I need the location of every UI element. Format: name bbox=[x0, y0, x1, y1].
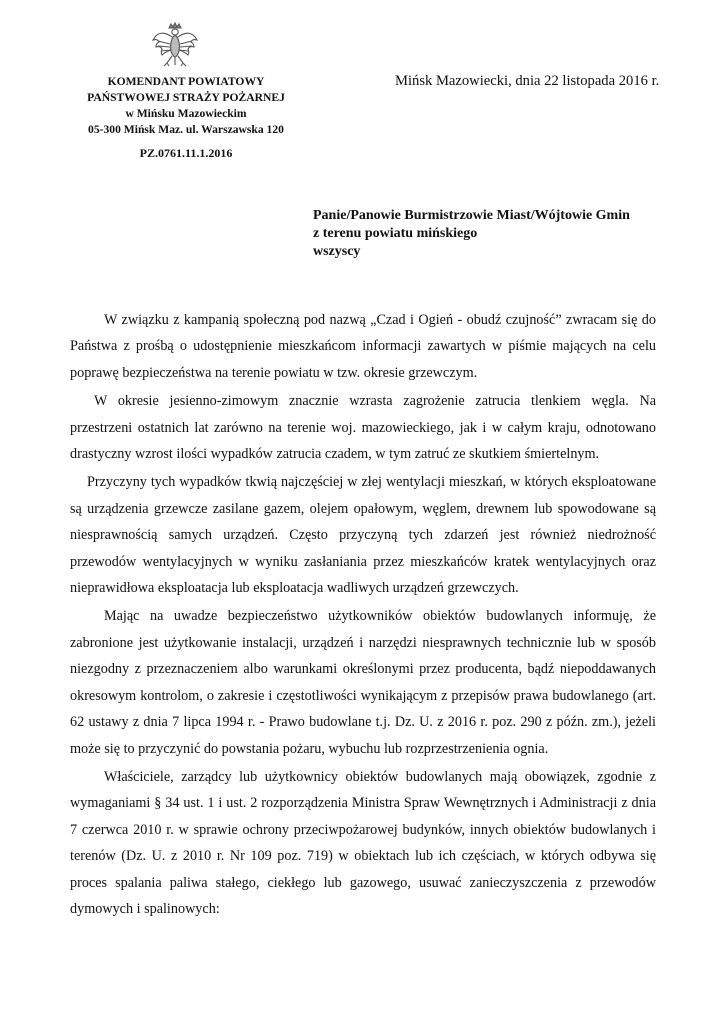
paragraph: W związku z kampanią społeczną pod nazwą „Czad i Ogień - obudź czujność” zwracam się do Państwa z prośbą o udostępnienie mieszkańcom informacji zawartych w piśmie mających na celu poprawę bezpieczeństwa na terenie powiatu w tzw. okresie grzewczym. bbox=[70, 312, 656, 381]
recipient-line-2: z terenu powiatu mińskiego bbox=[313, 226, 478, 241]
sender-block bbox=[70, 74, 302, 161]
paragraph: Właściciele, zarządcy lub użytkownicy obiektów budowlanych mają obowiązek, zgodnie z wymaganiami § 34 ust. 1 i ust. 2 rozporządzenia Ministra Spraw Wewnętrznych i Administracji z dnia 7 czerwca 2010 r. w sprawie ochrony przeciwpożarowej budynków, innych obiektów budowlanych i terenów (Dz. U. z 2010 r. Nr 109 poz. 719) w obiektach lub ich częściach, w których odbywa się proces spalania paliwa stałego, ciekłego lub gazowego, usuwać zanieczyszczenia z przewodów dymowych i spalinowych: bbox=[70, 768, 656, 917]
polish-eagle-emblem-icon bbox=[150, 20, 200, 68]
sender-line-1: KOMENDANT POWIATOWY bbox=[107, 75, 265, 88]
letter-body bbox=[70, 307, 656, 924]
paragraph: Mając na uwadze bezpieczeństwo użytkowników obiektów budowlanych informuję, że zabronione jest użytkowanie instalacji, urządzeń i narzędzi niesprawnych technicznie lub w sposób niezgodny z przeznaczeniem albo warunkami określonymi przez producenta, bądź niepoddawanych okresowym kontrolom, o zakresie i częstotliwości wynikającym z przepisów prawa budowlanego (art. 62 ustawy z dnia 7 lipca 1994 r. - Prawo budowlane t.j. Dz. U. z 2016 r. poz. 290 z późn. zm.), jeżeli może się to przyczynić do powstania pożaru, wybuchu lub rozprzestrzenienia ognia. bbox=[70, 608, 656, 757]
sender-line-3: w Mińsku Mazowieckim bbox=[125, 107, 247, 120]
sender-address: 05-300 Mińsk Maz. ul. Warszawska 120 bbox=[88, 123, 284, 136]
recipient-block bbox=[313, 207, 630, 261]
sender-line-2: PAŃSTWOWEJ STRAŻY POŻARNEJ bbox=[87, 91, 285, 104]
paragraph: W okresie jesienno-zimowym znacznie wzrasta zagrożenie zatrucia tlenkiem węgla. Na przestrzeni ostatnich lat zarówno na terenie woj. mazowieckiego, jak i w całym kraju, odnotowano drastyczny wzrost ilości wypadków zatrucia czadem, w tym zatruć ze skutkiem śmiertelnym. bbox=[70, 393, 656, 463]
place-and-date: Mińsk Mazowiecki, dnia 22 listopada 2016 r. bbox=[395, 73, 660, 89]
paragraph: Przyczyny tych wypadków tkwią najczęściej w złej wentylacji mieszkań, w których eksploatowane są urządzenia grzewcze zasilane gazem, olejem opałowym, węglem, drewnem lub spowodowane są niesprawnością samych urządzeń. Często przyczyną tych zdarzeń jest również niedrożność przewodów wentylacyjnych w wyniku zasłaniania przez mieszkańców kratek wentylacyjnych oraz nieprawidłowa eksploatacja lub eksploatacja wadliwych urządzeń grzewczych. bbox=[70, 474, 656, 597]
reference-number: PZ.0761.11.1.2016 bbox=[139, 146, 233, 160]
recipient-line-3: wszyscy bbox=[313, 244, 361, 259]
recipient-line-1: Panie/Panowie Burmistrzowie Miast/Wójtowie Gmin bbox=[313, 208, 630, 223]
